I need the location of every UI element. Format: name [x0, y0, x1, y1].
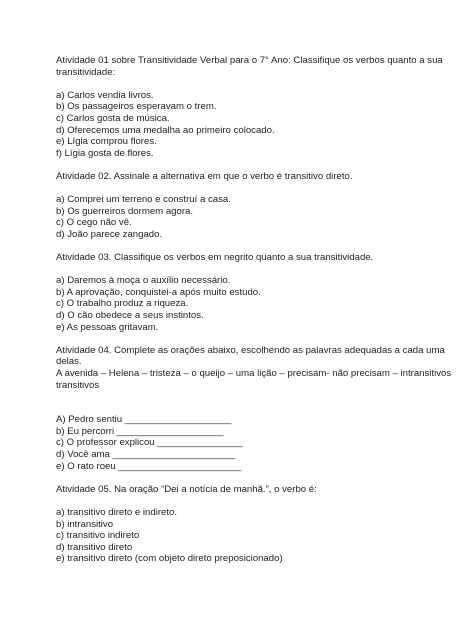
- activity-4: [56, 344, 452, 472]
- activity-1-item: d) Oferecemos uma medalha ao primeiro colocado.: [56, 124, 275, 136]
- activity-5-item: e) transitivo direto (com objeto direto preposicionado): [56, 553, 283, 565]
- activity-1-title-line2: transitividade:: [56, 66, 116, 78]
- activity-3-item: c) O trabalho produz a riqueza.: [56, 298, 189, 310]
- activity-3-item: b) A aprovação, conquistei-a após muito estudo.: [56, 286, 261, 298]
- activity-3: [56, 252, 434, 333]
- activity-2-item: d) João parece zangado.: [56, 228, 163, 240]
- activity-4-item: d) Você ama _______________________: [56, 449, 236, 460]
- activity-4-item: e) O rato roeu _______________________: [56, 460, 242, 472]
- activity-5-title: Atividade 05. Na oração “Dei a notícia de manhã.”, o verbo é:: [56, 483, 317, 495]
- activity-4-item: b) Eu percorri ____________________: [56, 425, 224, 437]
- activity-5-item: d) transitivo direto: [56, 541, 133, 553]
- activity-5-item: c) transitivo indireto: [56, 530, 140, 542]
- activity-2-title: Atividade 02. Assinale a alternativa em que o verbo é transitivo direto.: [56, 170, 353, 182]
- activity-2-item: c) O cego não vê.: [56, 217, 132, 229]
- activity-4-word-bank-line1: A avenida – Helena – tristeza – o queijo – uma lição – precisam- não precisam – intransitivos: [56, 368, 452, 380]
- activity-3-item: a) Daremos à moça o auxílio necessário.: [56, 275, 231, 287]
- activity-1-title-line1: Atividade 01 sobre Transitividade Verbal para o 7° Ano: Classifique os verbos quanto a sua: [56, 55, 443, 66]
- activity-5-item: b) intransitivo: [56, 518, 114, 530]
- activity-4-item: A) Pedro sentiu ____________________: [56, 414, 232, 426]
- activity-1-item: b) Os passageiros esperavam o trem.: [56, 101, 217, 113]
- activity-2-item: b) Os guerreiros dormem agora.: [56, 205, 194, 217]
- activity-2: [56, 171, 434, 241]
- activity-5-item: a) transitivo direto e indireto.: [56, 506, 178, 518]
- activity-3-title: Atividade 03. Classifique os verbos em negrito quanto a sua transitividade.: [56, 252, 374, 264]
- activity-1-item: c) Carlos gosta de música.: [56, 112, 170, 124]
- activity-1-item: e) Lígia comprou flores.: [56, 136, 157, 148]
- activity-2-item: a) Comprei um terreno e construí a casa.: [56, 194, 231, 206]
- activity-3-item: e) As pessoas gritavam.: [56, 321, 159, 333]
- activity-1-item: f) Lígia gosta de flores.: [56, 147, 154, 159]
- activity-1: [56, 55, 443, 159]
- activity-5: [56, 484, 434, 565]
- activity-1-item: a) Carlos vendia livros.: [56, 89, 154, 101]
- activity-3-item: d) O cão obedece a seus instintos.: [56, 310, 204, 322]
- activity-4-item: c) O professor explicou ________________: [56, 437, 243, 449]
- activity-4-title-line1: Atividade 04. Complete as orações abaixo, escolhendo as palavras adequadas a cada uma: [56, 344, 445, 356]
- activity-4-word-bank-line2: transitivos: [56, 379, 100, 391]
- activity-4-title-line2: delas.: [56, 356, 82, 368]
